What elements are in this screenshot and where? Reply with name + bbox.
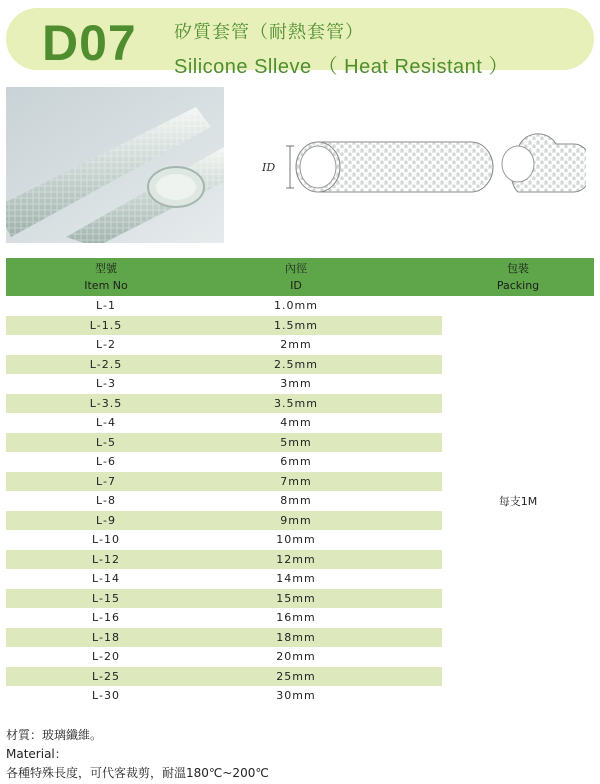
table-row <box>6 335 442 355</box>
header-packing: 包裝 Packing <box>496 262 540 292</box>
item-no: L-20 <box>92 650 120 664</box>
inner-diameter: 1.0mm <box>274 299 318 313</box>
item-no: L-9 <box>96 513 116 527</box>
title-english: Silicone Slleve （ Heat Resistant ） <box>174 56 509 78</box>
table-row <box>6 647 442 667</box>
inner-diameter: 20mm <box>276 650 316 664</box>
inner-diameter: 25mm <box>276 669 316 683</box>
table-row <box>6 550 442 570</box>
sleeve-diagram <box>256 124 586 210</box>
table-row <box>6 296 442 316</box>
item-no: L-2 <box>96 338 116 352</box>
item-no: L-1 <box>96 299 116 313</box>
item-no: L-16 <box>92 611 120 625</box>
inner-diameter: 2.5mm <box>274 357 318 371</box>
header-id: 內徑 ID <box>285 262 307 292</box>
table-row <box>6 686 442 706</box>
product-code: D07 <box>42 15 137 71</box>
item-no: L-12 <box>92 552 120 566</box>
inner-diameter: 7mm <box>280 474 312 488</box>
table-row <box>6 316 442 336</box>
inner-diameter: 12mm <box>276 552 316 566</box>
title-banner <box>6 8 594 78</box>
item-no: L-7 <box>96 474 116 488</box>
inner-diameter: 10mm <box>276 533 316 547</box>
material-cn: 材質：玻璃纖維。 <box>6 728 103 742</box>
item-no: L-18 <box>92 630 120 644</box>
item-no: L-3 <box>96 377 116 391</box>
inner-diameter: 8mm <box>280 494 312 508</box>
table-row <box>6 530 442 550</box>
item-no: L-15 <box>92 591 120 605</box>
table-row <box>6 569 442 589</box>
title-chinese: 矽質套管（耐熱套管） <box>174 22 364 43</box>
inner-diameter: 3.5mm <box>274 396 318 410</box>
table-row <box>6 667 442 687</box>
dimension-label: ID <box>262 161 276 174</box>
dimension-marker <box>261 146 294 188</box>
notes <box>6 726 269 783</box>
item-no: L-5 <box>96 435 116 449</box>
inner-diameter: 5mm <box>280 435 312 449</box>
inner-diameter: 6mm <box>280 455 312 469</box>
item-no: L-6 <box>96 455 116 469</box>
item-no: L-4 <box>96 416 116 430</box>
product-photo <box>6 87 224 243</box>
table-row <box>6 589 442 609</box>
inner-diameter: 18mm <box>276 630 316 644</box>
sleeve-photo-illustration <box>6 87 224 243</box>
item-no: L-2.5 <box>89 357 123 371</box>
table-row <box>6 452 442 472</box>
spec-table-body <box>6 296 442 706</box>
header-item-no: 型號 Item No <box>84 262 128 292</box>
inner-diameter: 15mm <box>276 591 316 605</box>
table-row <box>6 608 442 628</box>
material-en: Material： <box>6 747 67 761</box>
table-row <box>6 511 442 531</box>
inner-diameter: 1.5mm <box>274 318 318 332</box>
inner-diameter: 3mm <box>280 377 312 391</box>
table-row <box>6 433 442 453</box>
inner-diameter: 2mm <box>280 338 312 352</box>
table-row <box>6 628 442 648</box>
packing-cell: 每支1M <box>498 495 538 508</box>
remark: 各種特殊長度，可代客裁剪，耐溫180℃~200℃ <box>6 766 269 780</box>
table-row <box>6 413 442 433</box>
item-no: L-8 <box>96 494 116 508</box>
item-no: L-3.5 <box>89 396 123 410</box>
item-no: L-14 <box>92 572 120 586</box>
table-row <box>6 355 442 375</box>
table-header <box>6 258 594 296</box>
inner-diameter: 9mm <box>280 513 312 527</box>
table-row <box>6 394 442 414</box>
table-row <box>6 374 442 394</box>
item-no: L-30 <box>92 689 120 703</box>
item-no: L-1.5 <box>89 318 123 332</box>
inner-diameter: 4mm <box>280 416 312 430</box>
item-no: L-25 <box>92 669 120 683</box>
inner-diameter: 16mm <box>276 611 316 625</box>
table-row <box>6 472 442 492</box>
table-row <box>6 491 442 511</box>
inner-diameter: 14mm <box>276 572 316 586</box>
item-no: L-10 <box>92 533 120 547</box>
inner-diameter: 30mm <box>276 689 316 703</box>
